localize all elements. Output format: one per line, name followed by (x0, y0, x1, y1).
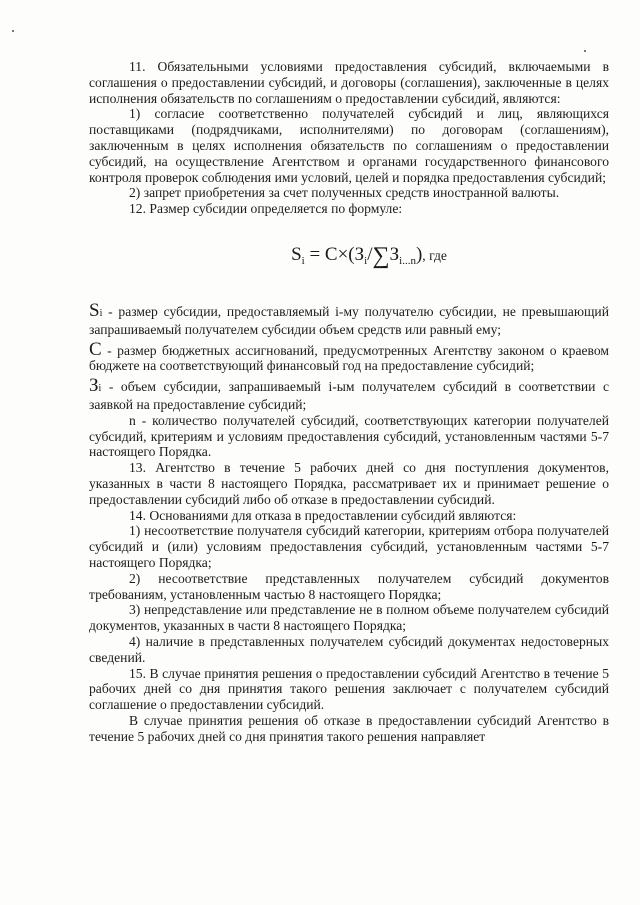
sum-symbol: ∑ (372, 242, 390, 269)
scan-speck (584, 50, 586, 52)
formula-slash: / (367, 243, 373, 265)
definition-z (89, 375, 609, 413)
definition-z-text: - объем субсидии, запрашиваемый i-ым получателем субсидий в соответствии с заявкой на предоставление субсидий; (89, 379, 609, 412)
definition-c-text: - размер бюджетных ассигнований, предусмотренных Агентству законом о краевом бюджете на соответствующий финансовый год на предоставление субсидий; (89, 342, 609, 374)
formula-eq: = C×(З (304, 243, 365, 265)
paragraph-15-continued: В случае принятия решения об отказе в предоставлении субсидий Агентство в течение 5 рабочих дней со дня принятия такого решения направляет (89, 712, 609, 744)
paragraph-14-item-2: 2) несоответствие представленных получателем субсидий документов требованиям, установленным частью 8 настоящего Порядка; (89, 570, 609, 602)
definition-s (89, 299, 609, 338)
document-body (89, 59, 609, 744)
formula-lhs-sub: i (301, 254, 305, 267)
symbol-s-sub: i (99, 307, 103, 319)
paragraph-11-item-2: 2) запрет приобретения за счет полученных средств иностранной валюты. (129, 185, 560, 201)
definition-n: n - количество получателей субсидий, соответствующих категории получателей субсидий, критериям и условиям предоставления субсидий, установленным частями 5-7 настоящего Порядка. (89, 412, 609, 460)
paragraph-14-item-3: 3) непредставление или представление не в полном объеме получателем субсидий документов, указанных в части 8 настоящего Порядка; (89, 602, 609, 634)
subsidy-formula (89, 243, 609, 273)
paragraph-12: 12. Размер субсидии определяется по формуле: (129, 201, 403, 217)
definition-c (89, 338, 609, 375)
formula-lhs: S (291, 243, 302, 265)
paragraph-14-item-4: 4) наличие в представленных получателем субсидий документах недостоверных сведений. (89, 633, 609, 665)
paragraph-14: 14. Основаниями для отказа в предоставлении субсидий являются: (129, 507, 517, 523)
formula-z2: З (389, 243, 400, 265)
formula-where: , где (422, 247, 447, 263)
definition-s-text: - размер субсидии, предоставляемый i-му получателю субсидии, не превышающий запрашиваемый получателем субсидии объем средств или равный ему; (89, 303, 609, 337)
symbol-z-sub: i (98, 383, 102, 395)
symbol-s: S (89, 299, 100, 321)
symbol-c: C (89, 338, 102, 360)
paragraph-15: 15. В случае принятия решения о предоставлении субсидий Агентство в течение 5 рабочих дней со дня принятия такого решения заключает с получателем субсидий соглашение о предоставлении субсидий. (89, 665, 609, 713)
formula-z2-sub: i...n (399, 254, 416, 267)
paragraph-11-item-1: 1) согласие соответственно получателей субсидий и лиц, являющихся поставщиками (подрядчиками, исполнителями) по договорам (соглашениям), заключенным в целях исполнения обязательств по соглашениям о предоставлении субсидий, на осуществление Агентством и органами государственного финансового контроля проверок соблюдения ими условий, целей и порядка предоставления субсидий; (89, 106, 609, 185)
formula-close: ) (415, 243, 423, 265)
symbol-z: З (89, 375, 99, 397)
paragraph-13: 13. Агентство в течение 5 рабочих дней со дня поступления документов, указанных в части 8 настоящего Порядка, рассматривает их и принимает решение о предоставлении субсидий либо об отказе в предоставлении субсидий. (89, 460, 609, 507)
scan-speck (12, 30, 14, 32)
paragraph-11: 11. Обязательными условиями предоставления субсидий, включаемыми в соглашения о предоставлении субсидий, и договоры (соглашения), заключенные в целях исполнения обязательств по соглашениям о предоставлении субсидий, являются: (89, 59, 609, 106)
paragraph-14-item-1: 1) несоответствие получателя субсидий категории, критериям отбора получателей субсидий и (или) условиям предоставления субсидий, установленным частями 5-7 настоящего Порядка; (89, 523, 609, 570)
formula-z-sub: i (364, 254, 368, 267)
